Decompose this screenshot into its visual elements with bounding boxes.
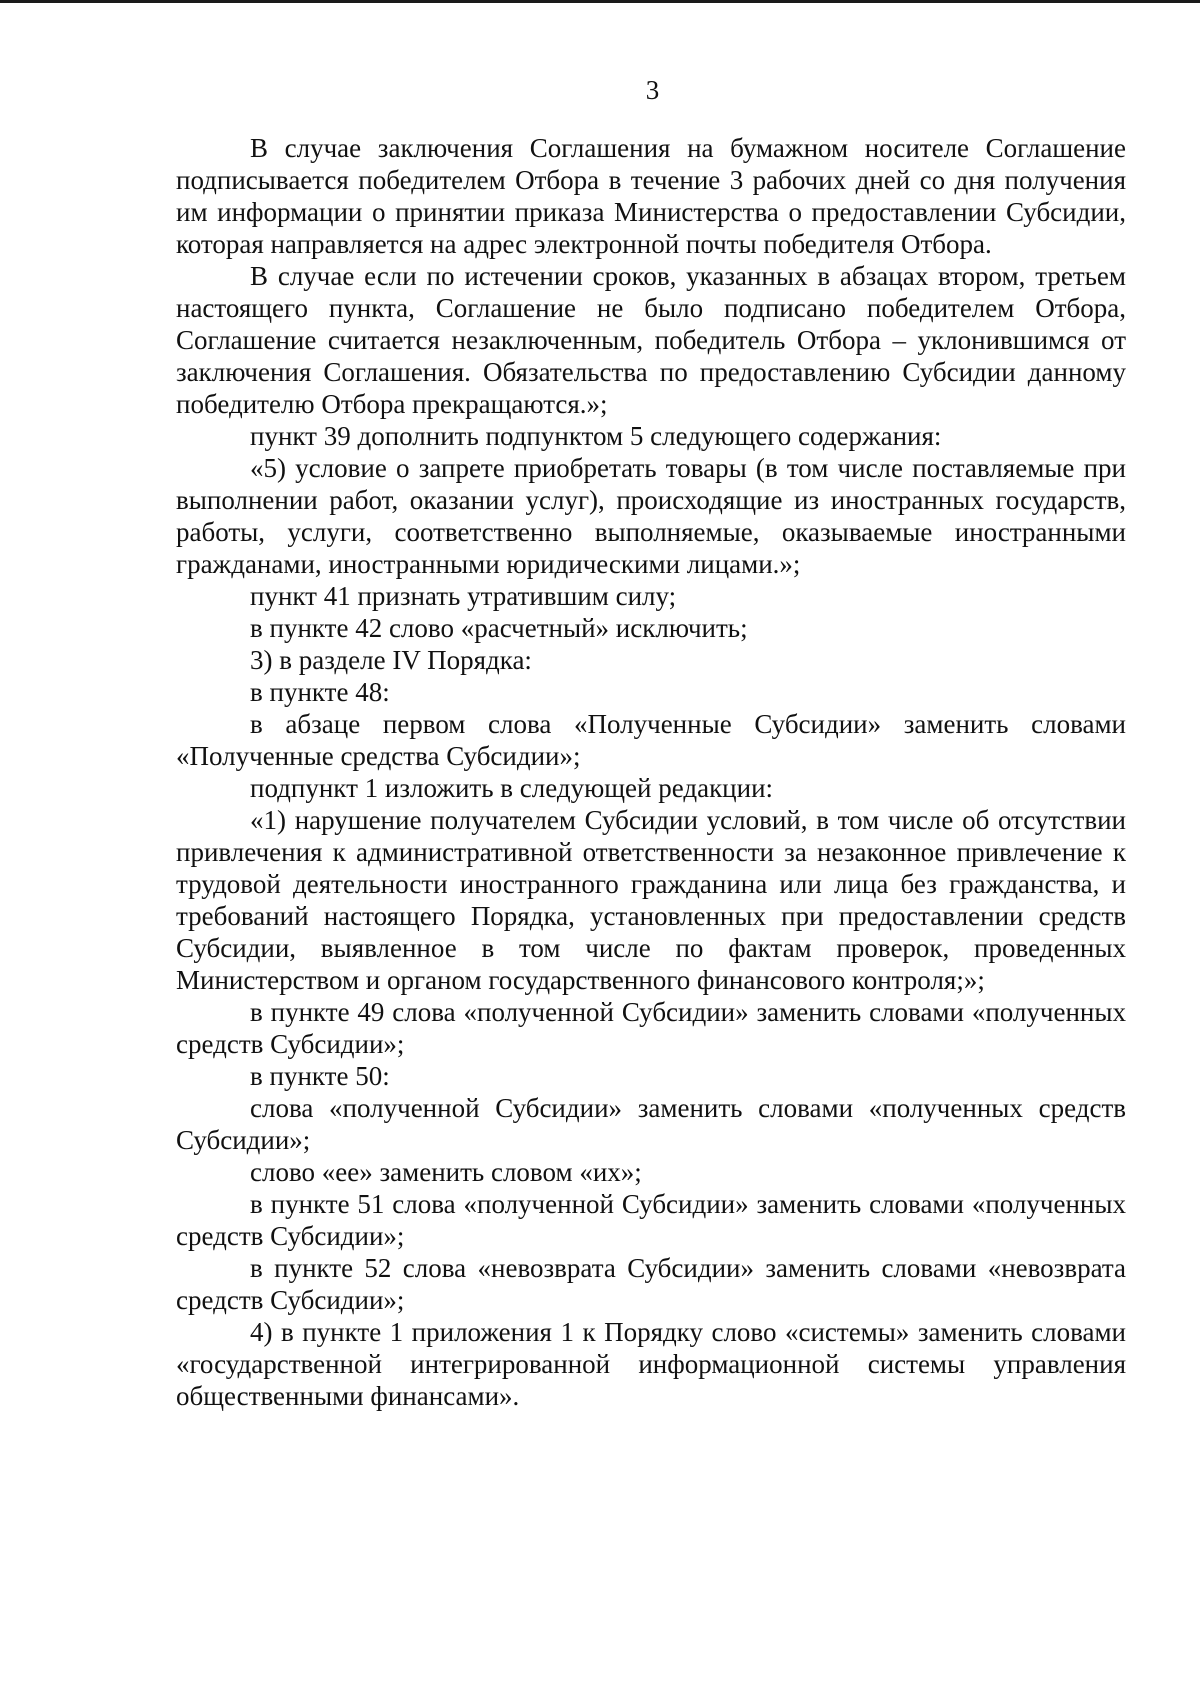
page-number: 3 — [645, 75, 660, 105]
paragraph: в пункте 51 слова «полученной Субсидии» заменить словами «полученных средств Субсидии»; — [176, 1189, 1126, 1251]
paragraph: В случае заключения Соглашения на бумажном носителе Соглашение подписывается победителем Отбора в течение 3 рабочих дней со дня получения им информации о принятии приказа Министерства о предоставлении Субсидии, которая направляется на адрес электронной почты победителя Отбора. — [176, 133, 1126, 259]
paragraph: слова «полученной Субсидии» заменить словами «полученных средств Субсидии»; — [176, 1093, 1126, 1155]
paragraph: В случае если по истечении сроков, указанных в абзацах втором, третьем настоящего пункта, Соглашение не было подписано победителем Отбора, Соглашение считается незаключенным, победитель Отбора – уклонившимся от заключения Соглашения. Обязательства по предоставлению Субсидии данному победителю Отбора прекращаются.»; — [176, 261, 1126, 419]
paragraph: в абзаце первом слова «Полученные Субсидии» заменить словами «Полученные средства Субсидии»; — [176, 709, 1126, 771]
paragraph: 4) в пункте 1 приложения 1 к Порядку слово «системы» заменить словами «государственной интегрированной информационной системы управления общественными финансами». — [176, 1317, 1126, 1411]
top-border-line — [0, 0, 1200, 3]
paragraph: пункт 39 дополнить подпунктом 5 следующего содержания: — [250, 421, 942, 451]
document-body — [176, 132, 1126, 1412]
paragraph: слово «ее» заменить словом «их»; — [250, 1157, 642, 1187]
paragraph: «5) условие о запрете приобретать товары (в том числе поставляемые при выполнении работ, оказании услуг), происходящие из иностранных государств, работы, услуги, соответственно выполняемые, оказываемые иностранными гражданами, иностранными юридическими лицами.»; — [176, 453, 1126, 579]
paragraph: в пункте 50: — [250, 1061, 390, 1091]
paragraph: подпункт 1 изложить в следующей редакции: — [250, 773, 774, 803]
paragraph: в пункте 49 слова «полученной Субсидии» заменить словами «полученных средств Субсидии»; — [176, 997, 1126, 1059]
paragraph: «1) нарушение получателем Субсидии условий, в том числе об отсутствии привлечения к административной ответственности за незаконное привлечение к трудовой деятельности иностранного гражданина или лица без гражданства, и требований настоящего Порядка, установленных при предоставлении средств Субсидии, выявленное в том числе по фактам проверок, проведенных Министерством и органом государственного финансового контроля;»; — [176, 805, 1126, 995]
paragraph: в пункте 48: — [250, 677, 390, 707]
paragraph: пункт 41 признать утратившим силу; — [250, 581, 677, 611]
paragraph: 3) в разделе IV Порядка: — [250, 645, 532, 675]
paragraph: в пункте 42 слово «расчетный» исключить; — [250, 613, 748, 643]
paragraph: в пункте 52 слова «невозврата Субсидии» заменить словами «невозврата средств Субсидии»; — [176, 1253, 1126, 1315]
